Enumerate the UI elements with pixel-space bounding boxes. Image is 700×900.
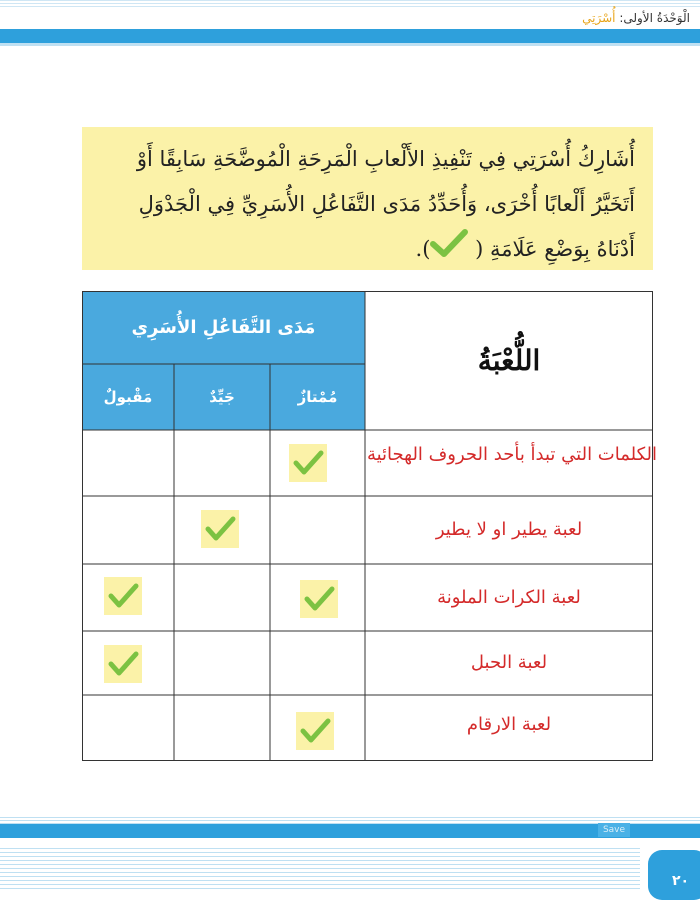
header-bar bbox=[0, 29, 700, 43]
footer-bar bbox=[0, 824, 700, 838]
checkmark-icon bbox=[430, 228, 468, 274]
footer-lines bbox=[0, 848, 640, 892]
unit-title-highlight: أُسْرَتِي bbox=[582, 11, 616, 25]
page-number: ٢٠ bbox=[672, 873, 690, 889]
game-name-row-5: لعبة الارقام bbox=[466, 714, 552, 735]
instruction-body: أُشَارِكُ أُسْرَتِي فِي تَنْفِيذِ الأَلْعابِ الْمَرِحَةِ الْمُوضَّحَةِ سَابِقًا أَوْ أَتَخَيَّرُ أَلْعابًا أُخْرَى، وَأُحَدِّدُ مَدَى التَّفَاعُلِ الأُسَرِيِّ فِي الْجَدْوَلِ أَدْنَاهُ بِوَضْعِ عَلَامَةِ ( bbox=[136, 147, 635, 261]
unit-title-prefix: الْوَحْدَةُ الأولى: bbox=[615, 11, 690, 25]
checkmark-icon[interactable] bbox=[104, 645, 142, 683]
checkmark-icon[interactable] bbox=[300, 580, 338, 618]
game-name-row-2: لعبة يطير او لا يطير bbox=[435, 519, 583, 540]
checkmark-icon[interactable] bbox=[289, 444, 327, 482]
level-acceptable-header: مَقْبولٌ bbox=[103, 388, 153, 406]
save-button[interactable]: Save bbox=[598, 823, 630, 837]
level-excellent-header: مُمْتازٌ bbox=[297, 388, 338, 406]
header-decoration bbox=[0, 0, 700, 8]
checkmark-icon[interactable] bbox=[296, 712, 334, 750]
interaction-header: مَدَى التَّفَاعُلِ الأُسَرِي bbox=[131, 317, 316, 338]
game-header: اللُّعْبَةُ bbox=[477, 344, 541, 377]
unit-title bbox=[582, 11, 690, 25]
checkmark-icon[interactable] bbox=[201, 510, 239, 548]
interaction-table bbox=[82, 291, 658, 761]
game-name-row-4: لعبة الحبل bbox=[470, 652, 548, 673]
header-bar-shadow bbox=[0, 43, 700, 46]
game-name-row-1: الكلمات التي تبدأ بأحد الحروف الهجائية bbox=[366, 444, 658, 465]
instruction-text bbox=[95, 137, 635, 274]
checkmark-icon[interactable] bbox=[104, 577, 142, 615]
page-number-badge bbox=[648, 850, 700, 900]
level-good-header: جَيِّدٌ bbox=[209, 388, 235, 406]
footer-decoration bbox=[0, 817, 700, 824]
instruction-box bbox=[82, 127, 653, 270]
game-name-row-3: لعبة الكرات الملونة bbox=[437, 587, 581, 608]
instruction-end: ). bbox=[415, 237, 431, 261]
